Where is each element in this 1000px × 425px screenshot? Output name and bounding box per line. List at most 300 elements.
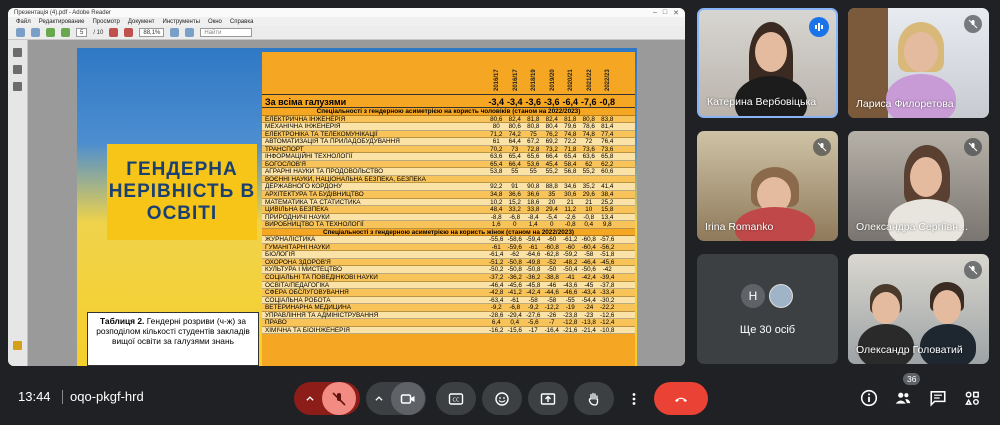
- table-row: [262, 244, 635, 252]
- participant-face: [872, 292, 900, 324]
- participant-name: Олександр Головатий: [856, 344, 963, 356]
- cell-value: 60,6: [601, 168, 614, 176]
- year-label: 2016/17: [494, 69, 501, 91]
- cell-value: 76,2: [545, 130, 558, 138]
- cell-value: -19: [565, 304, 575, 312]
- field-name: ХІМІЧНА ТА БІОІНЖЕНЕРІЯ: [265, 326, 350, 334]
- field-name: МЕХАНІЧНА ІНЖЕНЕРІЯ: [265, 123, 341, 131]
- cell-value: -15,6: [507, 326, 522, 334]
- all-fields-values: [487, 97, 635, 107]
- cell-value: 30,6: [564, 191, 577, 199]
- mic-off-button[interactable]: [322, 382, 356, 415]
- cell-value: -42,4: [581, 274, 596, 282]
- captions-icon: [448, 391, 464, 407]
- search-input[interactable]: Найти: [200, 28, 252, 37]
- cell-value: -44,6: [544, 289, 559, 297]
- cell-value: -12,4: [600, 319, 615, 327]
- window-controls: [653, 9, 685, 17]
- document-view: [28, 40, 685, 366]
- cell-value: 70,2: [490, 145, 503, 153]
- cell-value: -62: [510, 251, 520, 259]
- cell-value: -58: [528, 296, 538, 304]
- year-header: [543, 52, 562, 94]
- row-values: [487, 221, 635, 229]
- avatar-photo: [769, 284, 793, 308]
- cell-value: -46: [547, 281, 557, 289]
- cell-value: 74,8: [582, 130, 595, 138]
- year-label: 2019/20: [549, 69, 556, 91]
- field-name: ВОЄННІ НАУКИ, НАЦІОНАЛЬНА БЕЗПЕКА, БЕЗПЕКА: [265, 175, 426, 183]
- cell-value: -59,2: [563, 251, 578, 259]
- field-name: СФЕРА ОБСЛУГОВУВАННЯ: [265, 289, 349, 297]
- raise-hand-button[interactable]: [574, 382, 614, 415]
- cell-value: -7: [548, 319, 555, 327]
- attachments-icon[interactable]: [13, 65, 22, 74]
- row-values: [487, 191, 635, 199]
- call-controls-bar: [0, 372, 1000, 425]
- table-row: [262, 161, 635, 169]
- print-icon[interactable]: [16, 28, 25, 37]
- cell-value: 71,8: [564, 145, 577, 153]
- table-row: [262, 266, 635, 274]
- camera-icon: [400, 391, 416, 407]
- field-name: БОГОСЛОВ'Я: [265, 160, 306, 168]
- field-name: ТРАНСПОРТ: [265, 145, 304, 153]
- cell-value: 0: [512, 221, 517, 229]
- cell-value: -6,8: [509, 213, 521, 221]
- more-participants-tile[interactable]: [697, 254, 838, 364]
- field-name: ПРАВО: [265, 319, 287, 327]
- cell-value: 21: [566, 198, 574, 206]
- row-values: [487, 123, 635, 131]
- cell-value: 55: [529, 168, 537, 176]
- cell-value: -8,4: [527, 213, 539, 221]
- mic-off-icon: [964, 138, 982, 156]
- field-name: ЖУРНАЛІСТИКА: [265, 236, 316, 244]
- cell-value: -58,6: [507, 236, 522, 244]
- page-number-input[interactable]: 5: [76, 28, 87, 37]
- participant-name: Лариса Филоретова: [856, 98, 954, 110]
- year-header: [487, 52, 506, 94]
- row-values: [487, 289, 635, 297]
- participant-face: [904, 32, 938, 72]
- reader-sidebar: [8, 40, 28, 366]
- cell-value: -33,4: [600, 289, 615, 297]
- table-row: [262, 116, 635, 124]
- cell-value: 0: [549, 221, 554, 229]
- row-values: [487, 319, 635, 327]
- menu-item[interactable]: Окно: [207, 18, 222, 25]
- chat-icon: [929, 389, 947, 407]
- cell-value: 80,8: [527, 123, 540, 131]
- year-headers: [487, 52, 635, 94]
- zoom-select[interactable]: 88,1%: [139, 28, 164, 37]
- table-row: [262, 176, 635, 184]
- info-icon: [860, 389, 878, 407]
- cell-value: -58: [584, 251, 594, 259]
- more-vert-icon: [626, 391, 642, 407]
- table-row: [262, 282, 635, 290]
- cell-value: 62,2: [601, 160, 614, 168]
- cell-value: -60,4: [581, 243, 596, 251]
- cell-value: -64,6: [526, 251, 541, 259]
- row-values: [487, 304, 635, 312]
- field-name: ПРИРОДНИЧІ НАУКИ: [265, 213, 330, 221]
- year-header: [524, 52, 543, 94]
- cell-value: 73,6: [582, 145, 595, 153]
- reader-menubar: [8, 17, 685, 26]
- cell-value: 55,2: [545, 168, 558, 176]
- cell-value: -5,4: [546, 213, 558, 221]
- participant-face: [910, 157, 942, 197]
- cell-value: 10: [585, 206, 593, 214]
- cell-value: -8,8: [490, 213, 502, 221]
- cell-value: 63,6: [490, 153, 503, 161]
- cell-value: -13,8: [581, 319, 596, 327]
- cell-value: 10,2: [490, 198, 503, 206]
- people-icon: [894, 389, 912, 407]
- cell-value: 72,8: [527, 145, 540, 153]
- row-values: [487, 327, 635, 335]
- cell-value: 38,4: [601, 191, 614, 199]
- cell-value: 1,6: [491, 221, 501, 229]
- participant-tile[interactable]: [848, 131, 989, 241]
- more-participants-label: Ще 30 осіб: [739, 324, 796, 336]
- cell-value: -6,8: [509, 304, 521, 312]
- cell-value: -59,6: [507, 243, 522, 251]
- slide-title-box: [107, 144, 257, 240]
- cell-value: -50,6: [581, 266, 596, 274]
- cell-value: 74,8: [564, 130, 577, 138]
- field-name: КУЛЬТУРА І МИСТЕЦТВО: [265, 266, 342, 274]
- cell-value: 80,4: [545, 123, 558, 131]
- cell-value: 53,8: [490, 168, 503, 176]
- cell-value: -45: [584, 281, 594, 289]
- divider: [62, 390, 63, 404]
- table-row: [262, 183, 635, 191]
- all-fields-value: -3,6: [543, 97, 560, 107]
- slide: [77, 48, 637, 366]
- cell-value: 65,6: [527, 153, 540, 161]
- speaking-indicator-icon: [809, 17, 829, 37]
- year-label: 2021/22: [586, 69, 593, 91]
- cell-value: -60: [565, 243, 575, 251]
- year-header: [506, 52, 525, 94]
- cell-value: 80,6: [508, 123, 521, 131]
- chat-button[interactable]: [928, 388, 948, 408]
- cell-value: -30,2: [600, 296, 615, 304]
- cell-value: -38,8: [544, 274, 559, 282]
- cell-value: -50: [547, 266, 557, 274]
- all-fields-row: [262, 94, 635, 108]
- field-name: АГРАРНІ НАУКИ ТА ПРОДОВОЛЬСТВО: [265, 168, 384, 176]
- menu-item[interactable]: Справка: [229, 18, 254, 25]
- cell-value: -43,6: [563, 281, 578, 289]
- cell-value: 73: [511, 145, 519, 153]
- caption-text: Гендерні розриви (ч-ж) за розподілом кількості студентів закладів вищої освіти за галузями знань: [96, 316, 250, 346]
- participant-body: [888, 199, 964, 241]
- table-rows: [262, 108, 635, 334]
- participant-name: Irina Romanko: [705, 221, 774, 233]
- cell-value: 90,8: [527, 183, 540, 191]
- cell-value: 72: [585, 138, 593, 146]
- table-row: [262, 199, 635, 207]
- participant-face: [755, 32, 787, 72]
- menu-item[interactable]: Файл: [16, 18, 31, 25]
- row-values: [487, 297, 635, 305]
- mic-off-icon: [331, 391, 347, 407]
- cell-value: -50,4: [563, 266, 578, 274]
- cell-value: 29,4: [545, 206, 558, 214]
- field-name: ВИРОБНИЦТВО ТА ТЕХНОЛОГІЇ: [265, 221, 364, 229]
- row-values: [487, 153, 635, 161]
- cell-value: 80,8: [582, 115, 595, 123]
- cell-value: -48,2: [563, 258, 578, 266]
- cell-value: -46,4: [489, 281, 504, 289]
- all-fields-value: -3,6: [525, 97, 541, 107]
- row-values: [487, 206, 635, 214]
- next-page-icon[interactable]: [61, 28, 70, 37]
- cell-value: -42,4: [526, 289, 541, 297]
- cell-value: 65,4: [564, 153, 577, 161]
- cell-value: 55,2: [582, 168, 595, 176]
- field-name: ОХОРОНА ЗДОРОВ'Я: [265, 258, 331, 266]
- people-button[interactable]: [893, 388, 913, 408]
- table-row: [262, 319, 635, 327]
- cell-value: 9,8: [602, 221, 612, 229]
- page-total: / 10: [93, 29, 104, 36]
- field-name: БІОЛОГІЯ: [265, 251, 295, 259]
- reader-titlebar: [8, 8, 685, 17]
- comments-icon[interactable]: [13, 341, 22, 350]
- minimize-icon[interactable]: –: [652, 8, 657, 16]
- cell-value: 83,8: [601, 115, 614, 123]
- cell-value: -39,4: [600, 274, 615, 282]
- email-icon[interactable]: [31, 28, 40, 37]
- cell-value: 67,2: [527, 138, 540, 146]
- cell-value: 29,6: [582, 191, 595, 199]
- fit-width-icon[interactable]: [185, 28, 194, 37]
- table-row: [262, 153, 635, 161]
- layers-icon[interactable]: [13, 82, 22, 91]
- table-row: [262, 236, 635, 244]
- cell-value: -10,8: [600, 326, 615, 334]
- row-values: [487, 274, 635, 282]
- table-row: [262, 221, 635, 229]
- cell-value: -9,2: [527, 304, 539, 312]
- row-values: [487, 168, 635, 176]
- camera-options-chevron-icon[interactable]: [367, 394, 391, 404]
- cell-value: 76,4: [601, 138, 614, 146]
- cell-value: 65,4: [490, 160, 503, 168]
- row-values: [487, 244, 635, 252]
- table-header: [262, 52, 635, 94]
- cell-value: 82,4: [508, 115, 521, 123]
- zoom-in-icon[interactable]: [124, 28, 133, 37]
- cell-value: 81,4: [601, 123, 614, 131]
- close-icon[interactable]: ✕: [673, 9, 679, 17]
- cell-value: -51,2: [489, 258, 504, 266]
- year-label: 2020/21: [568, 69, 575, 91]
- cell-value: 48,4: [490, 206, 503, 214]
- mic-off-icon: [813, 138, 831, 156]
- caption-bold: Таблиця 2.: [100, 316, 145, 326]
- cell-value: 64,4: [508, 138, 521, 146]
- row-values: [487, 236, 635, 244]
- activities-button[interactable]: [962, 388, 982, 408]
- cell-value: 82,4: [545, 115, 558, 123]
- field-name: ДЕРЖАВНОГО КОРДОНУ: [265, 183, 343, 191]
- table-row: [262, 206, 635, 214]
- cell-value: -5,6: [527, 319, 539, 327]
- cell-value: -26: [547, 311, 557, 319]
- fit-page-icon[interactable]: [170, 28, 179, 37]
- cell-value: 88,8: [545, 183, 558, 191]
- cell-value: 21: [585, 198, 593, 206]
- all-fields-value: -7,6: [580, 97, 597, 107]
- section-header-row: Спеціальності з гендерною асиметрією на користь жінок (станом на 2022/2023): [262, 229, 635, 237]
- cell-value: 65,4: [508, 153, 521, 161]
- field-name: ЕЛЕКТРОНІКА ТА ТЕЛЕКОМУНІКАЦІЇ: [265, 130, 378, 138]
- reactions-button[interactable]: [482, 382, 522, 415]
- field-name: АРХІТЕКТУРА ТА БУДІВНИЦТВО: [265, 191, 364, 199]
- cell-value: -52: [547, 258, 557, 266]
- cell-value: -62,8: [544, 251, 559, 259]
- field-name: СОЦІАЛЬНА РОБОТА: [265, 296, 331, 304]
- cell-value: -41,2: [507, 289, 522, 297]
- menu-item[interactable]: Документ: [127, 18, 155, 25]
- menu-item[interactable]: Инструменты: [162, 18, 200, 25]
- menu-item[interactable]: Просмотр: [92, 18, 120, 25]
- cell-value: -12,8: [563, 319, 578, 327]
- present-button[interactable]: [528, 382, 568, 415]
- table-row: [262, 327, 635, 335]
- cell-value: 45,4: [545, 160, 558, 168]
- cell-value: -36,2: [507, 274, 522, 282]
- present-screen-icon: [540, 391, 556, 407]
- field-name: ІНФОРМАЦІЙНІ ТЕХНОЛОГІЇ: [265, 153, 353, 161]
- cell-value: 79,6: [564, 123, 577, 131]
- cell-value: 36,6: [508, 191, 521, 199]
- mic-options-chevron-icon[interactable]: [298, 394, 322, 404]
- cell-value: 58,4: [564, 160, 577, 168]
- activities-icon: [963, 389, 981, 407]
- more-options-button[interactable]: [620, 382, 648, 415]
- svg-text:CC: CC: [452, 397, 460, 403]
- menu-item[interactable]: Редактирование: [38, 18, 85, 25]
- cell-value: 0,4: [510, 319, 520, 327]
- zoom-out-icon[interactable]: [109, 28, 118, 37]
- participant-tile[interactable]: [697, 8, 838, 118]
- row-values: [487, 266, 635, 274]
- camera-button[interactable]: [391, 382, 425, 415]
- cell-value: -12,2: [544, 304, 559, 312]
- cell-value: 11,2: [564, 206, 577, 214]
- cell-value: 80,6: [490, 115, 503, 123]
- table-caption: [87, 312, 259, 366]
- mic-button-group: [294, 382, 360, 415]
- field-name: ГУМАНІТАРНІ НАУКИ: [265, 243, 330, 251]
- prev-page-icon[interactable]: [46, 28, 55, 37]
- cell-value: 63,6: [582, 153, 595, 161]
- row-values: [487, 161, 635, 169]
- cell-value: -42,8: [489, 289, 504, 297]
- cell-value: -22,2: [600, 304, 615, 312]
- field-name: ВЕТЕРИНАРНА МЕДИЦИНА: [265, 304, 352, 312]
- cell-value: -0,8: [564, 221, 576, 229]
- pages-icon[interactable]: [13, 48, 22, 57]
- row-values: [487, 146, 635, 154]
- cell-value: 75: [529, 130, 537, 138]
- participant-tile[interactable]: [848, 254, 989, 364]
- leave-call-button[interactable]: [654, 382, 708, 415]
- field-name: ЕЛЕКТРИЧНА ІНЖЕНЕРІЯ: [265, 115, 346, 123]
- cell-value: -61,2: [563, 236, 578, 244]
- cell-value: -23,8: [563, 311, 578, 319]
- table-row: [262, 297, 635, 305]
- cell-value: 34,6: [564, 183, 577, 191]
- cell-value: -55,6: [489, 236, 504, 244]
- field-name: МАТЕМАТИКА ТА СТАТИСТИКА: [265, 198, 361, 206]
- maximize-icon[interactable]: □: [662, 8, 668, 16]
- reader-toolbar: [8, 26, 685, 40]
- cell-value: 66,4: [545, 153, 558, 161]
- field-name: СОЦІАЛЬНІ ТА ПОВЕДІНКОВІ НАУКИ: [265, 274, 378, 282]
- cell-value: 81,8: [527, 115, 540, 123]
- captions-button[interactable]: [436, 382, 476, 415]
- table-row: [262, 191, 635, 199]
- cell-value: -46,4: [581, 258, 596, 266]
- end-call-icon: [673, 391, 689, 407]
- cell-value: -36,2: [526, 274, 541, 282]
- cell-value: 61: [492, 138, 500, 146]
- cell-value: -2,6: [564, 213, 576, 221]
- cell-value: -60,8: [581, 236, 596, 244]
- row-values: [487, 131, 635, 139]
- table-row: [262, 259, 635, 267]
- all-fields-value: -3,4: [506, 97, 523, 107]
- cell-value: 56,8: [564, 168, 577, 176]
- cell-value: -61: [491, 243, 501, 251]
- cell-value: -45,6: [600, 258, 615, 266]
- cell-value: 6,4: [491, 319, 501, 327]
- meeting-details-button[interactable]: [859, 388, 879, 408]
- cell-value: -50,8: [526, 266, 541, 274]
- participant-tile[interactable]: [848, 8, 989, 118]
- cell-value: -50,8: [507, 258, 522, 266]
- cell-value: 13,4: [601, 213, 614, 221]
- cell-value: 0,4: [584, 221, 594, 229]
- cell-value: -9,2: [490, 304, 502, 312]
- year-label: 2016/17: [512, 69, 519, 91]
- cell-value: 1,4: [528, 221, 538, 229]
- cell-value: -50,2: [489, 266, 504, 274]
- field-name: АВТОМАТИЗАЦІЯ ТА ПРИЛАДОБУДУВАННЯ: [265, 138, 400, 146]
- participant-tile[interactable]: [697, 131, 838, 241]
- table-row: [262, 289, 635, 297]
- cell-value: -61: [528, 243, 538, 251]
- cell-value: 72,2: [564, 138, 577, 146]
- cell-value: 15,8: [601, 206, 614, 214]
- cell-value: 71,2: [490, 130, 503, 138]
- cell-value: -45,6: [507, 281, 522, 289]
- avatar: Н: [741, 284, 765, 308]
- cell-value: -24: [584, 304, 594, 312]
- cell-value: -16,4: [544, 326, 559, 334]
- cell-value: -61,4: [489, 251, 504, 259]
- cell-value: -28,6: [489, 311, 504, 319]
- cell-value: -0,8: [583, 213, 595, 221]
